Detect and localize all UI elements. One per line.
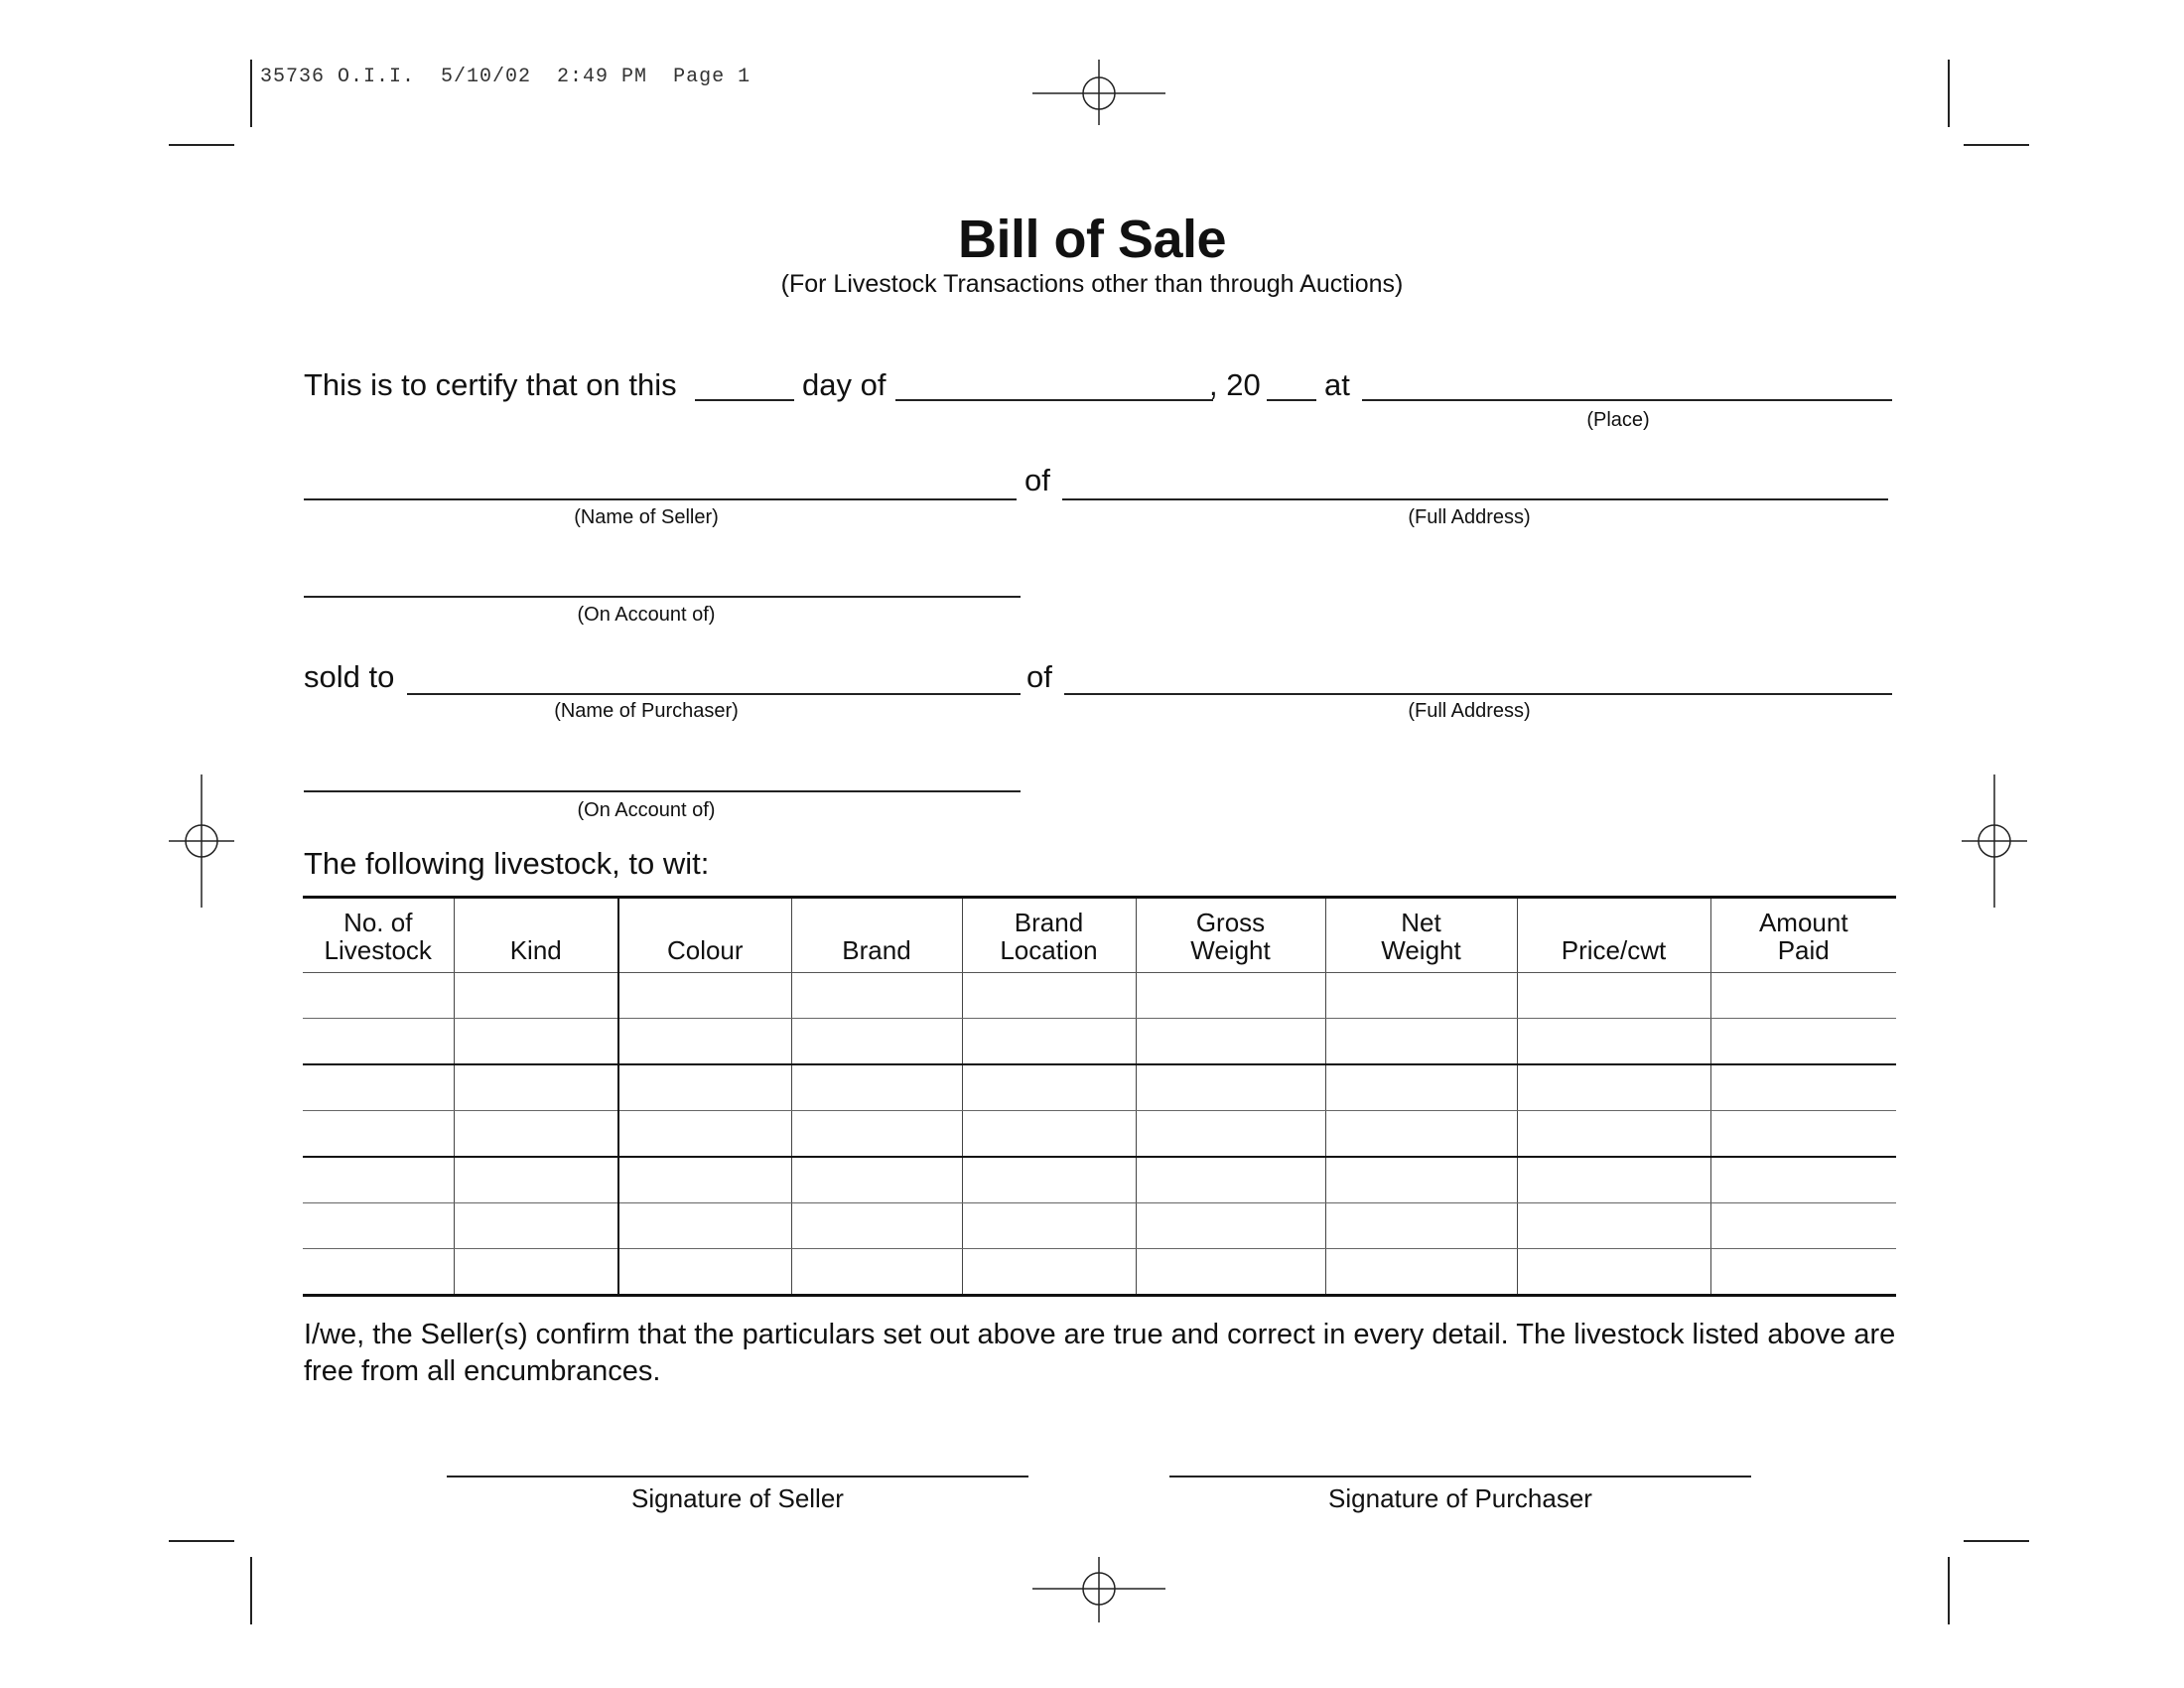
- table-cell[interactable]: [1517, 1019, 1710, 1065]
- table-cell[interactable]: [1136, 1203, 1325, 1249]
- table-cell[interactable]: [1325, 1064, 1517, 1111]
- table-cell[interactable]: [1517, 1249, 1710, 1296]
- table-cell[interactable]: [791, 1019, 962, 1065]
- table-cell[interactable]: [1710, 1203, 1896, 1249]
- livestock-table-body: [303, 973, 1896, 1296]
- table-row: [303, 1019, 1896, 1065]
- table-cell[interactable]: [454, 1111, 618, 1158]
- table-cell[interactable]: [618, 1203, 791, 1249]
- table-row: [303, 973, 1896, 1019]
- col-header-brand-location: [962, 898, 1136, 973]
- at-text: at: [1324, 367, 1350, 402]
- table-cell[interactable]: [962, 1019, 1136, 1065]
- table-cell[interactable]: [454, 1249, 618, 1296]
- table-cell[interactable]: [1517, 1111, 1710, 1158]
- livestock-intro: The following livestock, to wit:: [304, 846, 710, 881]
- table-cell[interactable]: [303, 1157, 454, 1203]
- table-cell[interactable]: [791, 973, 962, 1019]
- crop-mark: [250, 1557, 252, 1624]
- table-cell[interactable]: [1710, 973, 1896, 1019]
- table-cell[interactable]: [303, 1203, 454, 1249]
- table-cell[interactable]: [454, 1203, 618, 1249]
- col-header-no-of-livestock: [303, 898, 454, 973]
- page-title: Bill of Sale: [957, 210, 1227, 269]
- header-line-1: Gross: [1195, 908, 1266, 937]
- table-row: [303, 1249, 1896, 1296]
- table-cell[interactable]: [618, 1064, 791, 1111]
- certify-lead-text: This is to certify that on this: [304, 367, 677, 402]
- table-cell[interactable]: [1325, 1157, 1517, 1203]
- table-cell[interactable]: [962, 1157, 1136, 1203]
- table-cell[interactable]: [1136, 1157, 1325, 1203]
- page-subtitle: (For Livestock Transactions other than through Auctions): [780, 270, 1404, 298]
- table-cell[interactable]: [791, 1064, 962, 1111]
- table-cell[interactable]: [791, 1249, 962, 1296]
- day-field[interactable]: [695, 399, 794, 401]
- col-header-amount-paid: [1710, 898, 1896, 973]
- registration-mark-icon: [1960, 774, 2029, 908]
- col-header-gross-weight: [1136, 898, 1325, 973]
- header-line-2: Brand: [842, 935, 911, 965]
- seller-name-field[interactable]: [304, 498, 1017, 500]
- seller-name-caption: (Name of Seller): [574, 506, 719, 528]
- table-cell[interactable]: [962, 1064, 1136, 1111]
- table-cell[interactable]: [962, 973, 1136, 1019]
- seller-signature-field[interactable]: [447, 1476, 1028, 1477]
- crop-mark: [250, 60, 252, 127]
- table-cell[interactable]: [454, 973, 618, 1019]
- table-cell[interactable]: [1710, 1019, 1896, 1065]
- header-line-2: Weight: [1381, 935, 1461, 965]
- purchaser-signature-field[interactable]: [1169, 1476, 1751, 1477]
- purchaser-of-text: of: [1026, 659, 1052, 694]
- table-cell[interactable]: [454, 1157, 618, 1203]
- table-cell[interactable]: [303, 1111, 454, 1158]
- crop-mark: [1964, 144, 2029, 146]
- seller-account-caption: (On Account of): [577, 604, 716, 626]
- header-line-1: Amount: [1758, 908, 1848, 937]
- purchaser-name-field[interactable]: [407, 693, 1021, 695]
- livestock-table: [303, 896, 1896, 1297]
- crop-mark: [1964, 1540, 2029, 1542]
- table-row: [303, 1111, 1896, 1158]
- seller-account-field[interactable]: [304, 596, 1021, 598]
- header-line-1: Net: [1401, 908, 1441, 937]
- purchaser-account-caption: (On Account of): [577, 799, 716, 821]
- table-cell[interactable]: [1517, 973, 1710, 1019]
- header-line-1: Brand: [1014, 908, 1084, 937]
- print-header: 35736 O.I.I. 5/10/02 2:49 PM Page 1: [260, 66, 751, 88]
- purchaser-address-caption: (Full Address): [1408, 700, 1531, 722]
- table-cell[interactable]: [1517, 1064, 1710, 1111]
- day-of-text: day of: [802, 367, 887, 402]
- table-header-row: [303, 898, 1896, 973]
- crop-mark: [169, 144, 234, 146]
- table-cell[interactable]: [1325, 1111, 1517, 1158]
- table-cell[interactable]: [1710, 1064, 1896, 1111]
- header-line-2: Kind: [509, 935, 562, 965]
- table-row: [303, 1203, 1896, 1249]
- table-cell[interactable]: [1710, 1157, 1896, 1203]
- table-cell[interactable]: [1325, 973, 1517, 1019]
- table-cell[interactable]: [1136, 1249, 1325, 1296]
- table-row: [303, 1064, 1896, 1111]
- col-header-net-weight: [1325, 898, 1517, 973]
- header-line-2: Price/cwt: [1561, 935, 1667, 965]
- table-cell[interactable]: [303, 1249, 454, 1296]
- purchaser-signature-label: Signature of Purchaser: [1328, 1483, 1592, 1513]
- table-cell[interactable]: [303, 1019, 454, 1065]
- table-cell[interactable]: [791, 1203, 962, 1249]
- crop-mark: [169, 1540, 234, 1542]
- sold-to-text: sold to: [304, 659, 395, 694]
- header-line-2: Weight: [1190, 935, 1271, 965]
- table-cell[interactable]: [1325, 1203, 1517, 1249]
- col-header-brand: [791, 898, 962, 973]
- seller-address-field[interactable]: [1062, 498, 1888, 500]
- table-cell[interactable]: [454, 1019, 618, 1065]
- purchaser-address-field[interactable]: [1064, 693, 1892, 695]
- place-field[interactable]: [1362, 399, 1892, 401]
- month-field[interactable]: [895, 399, 1213, 401]
- table-cell[interactable]: [791, 1157, 962, 1203]
- table-cell[interactable]: [1325, 1249, 1517, 1296]
- table-cell[interactable]: [1136, 1064, 1325, 1111]
- header-line-2: Livestock: [324, 935, 432, 965]
- col-header-price-cwt: [1517, 898, 1710, 973]
- header-line-2: Colour: [666, 935, 744, 965]
- table-cell[interactable]: [962, 1249, 1136, 1296]
- table-cell[interactable]: [1710, 1111, 1896, 1158]
- seller-of-text: of: [1024, 463, 1050, 497]
- table-cell[interactable]: [962, 1111, 1136, 1158]
- table-cell[interactable]: [618, 1249, 791, 1296]
- confirmation-text: I/we, the Seller(s) confirm that the particulars set out above are true and correct in every detail. The livestock listed above are free from all encumbrances.: [304, 1319, 1896, 1387]
- table-cell[interactable]: [1325, 1019, 1517, 1065]
- registration-mark-icon: [167, 774, 236, 908]
- seller-signature-label: Signature of Seller: [631, 1483, 844, 1513]
- place-caption: (Place): [1586, 409, 1650, 431]
- header-line-2: Paid: [1777, 935, 1830, 965]
- table-cell[interactable]: [303, 973, 454, 1019]
- table-cell[interactable]: [454, 1064, 618, 1111]
- crop-mark: [1948, 60, 1950, 127]
- table-cell[interactable]: [1710, 1249, 1896, 1296]
- table-cell[interactable]: [1136, 973, 1325, 1019]
- crop-mark: [1948, 1557, 1950, 1624]
- header-line-2: Location: [1000, 935, 1098, 965]
- table-cell[interactable]: [1136, 1111, 1325, 1158]
- col-header-kind: [454, 898, 618, 973]
- table-cell[interactable]: [618, 1157, 791, 1203]
- table-cell[interactable]: [1517, 1203, 1710, 1249]
- year-field[interactable]: [1267, 399, 1316, 401]
- col-header-colour: [618, 898, 791, 973]
- table-cell[interactable]: [618, 1111, 791, 1158]
- table-cell[interactable]: [618, 973, 791, 1019]
- seller-address-caption: (Full Address): [1408, 506, 1531, 528]
- purchaser-account-field[interactable]: [304, 790, 1021, 792]
- registration-mark-icon: [1032, 1555, 1165, 1624]
- table-cell[interactable]: [962, 1203, 1136, 1249]
- table-cell[interactable]: [1517, 1157, 1710, 1203]
- year-prefix-text: , 20: [1209, 367, 1261, 402]
- table-cell[interactable]: [1136, 1019, 1325, 1065]
- table-row: [303, 1157, 1896, 1203]
- table-cell[interactable]: [303, 1064, 454, 1111]
- registration-mark-icon: [1032, 58, 1165, 127]
- header-line-1: No. of: [343, 908, 413, 937]
- table-cell[interactable]: [618, 1019, 791, 1065]
- purchaser-name-caption: (Name of Purchaser): [554, 700, 739, 722]
- table-cell[interactable]: [791, 1111, 962, 1158]
